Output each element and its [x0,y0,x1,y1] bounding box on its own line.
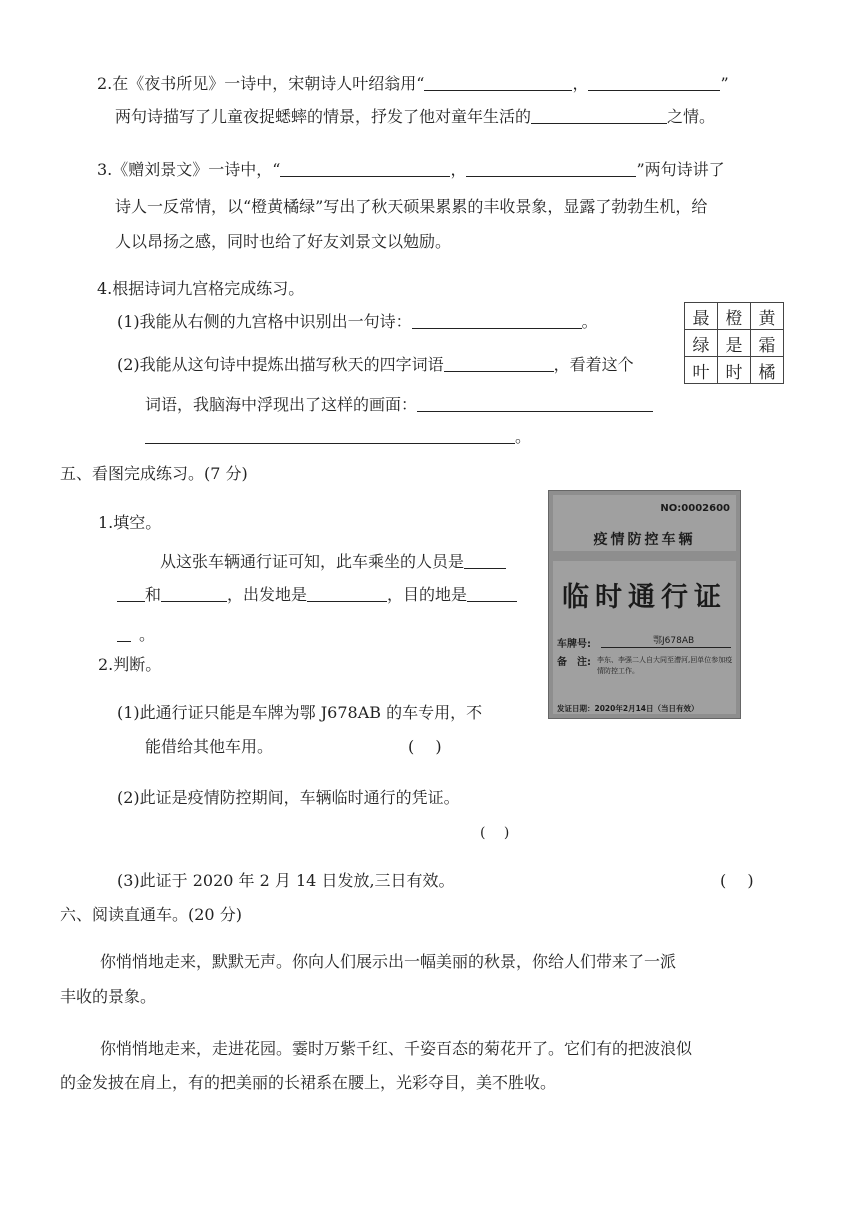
grid-cell: 绿 [685,330,718,357]
answer-blank[interactable] [444,355,554,372]
grid-cell: 时 [718,357,751,384]
s5-q1-title: 1.填空。 [98,513,162,532]
answer-paren[interactable]: ( ) [408,737,442,756]
pass-card [553,495,736,714]
answer-blank[interactable] [412,312,582,329]
s5-judge2: (2)此证是疫情防控期间，车辆临时通行的凭证。 [117,788,460,807]
pass-plate-label: 车牌号: [557,639,591,650]
poem-grid [684,302,784,384]
s5-judge1-line2: 能借给其他车用。 [145,737,274,756]
pass-plate-underline [601,647,731,648]
q3-text: ”两句诗讲了 [636,160,725,179]
section5-heading: 五、看图完成练习。(7 分) [60,464,248,483]
s5-judge1-line1: (1)此通行证只能是车牌为鄂 J678AB 的车专用，不 [117,703,483,722]
pass-shading [553,551,736,561]
answer-blank[interactable] [466,160,636,177]
s5-q2-title: 2.判断。 [98,655,162,674]
grid-cell: 橙 [718,303,751,330]
answer-blank[interactable] [117,625,131,642]
s5-text: 和 [145,585,162,604]
pass-number: NO:0002600 [660,503,730,514]
vehicle-pass-photo [548,490,741,719]
pass-note-label: 备 注: [557,657,591,668]
s5-q1-line1 [160,551,506,573]
s6-p2-line1: 你悄悄地走来，走进花园。霎时万紫千红、千姿百态的菊花开了。它们有的把波浪似 [100,1039,693,1058]
comma: ， [450,160,467,179]
comma: ， [572,74,589,93]
q4-text: (2)我能从这句诗中提炼出描写秋天的四字词语 [117,355,444,374]
q4-sub2 [117,354,634,376]
s5-q1-line3 [117,624,155,646]
s6-p1-line2: 丰收的景象。 [60,987,157,1006]
q4-title: 4.根据诗词九宫格完成练习。 [97,279,305,298]
answer-paren[interactable]: ( ) [480,825,510,841]
q4-sub2-line3 [145,426,531,448]
q3-text: 3.《赠刘景文》一诗中，“ [97,160,281,179]
s5-text: ，目的地是 [387,585,468,604]
answer-blank[interactable] [464,552,506,569]
q3-line3: 人以昂扬之感，同时也给了好友刘景文以勉励。 [115,232,452,251]
answer-blank[interactable] [280,160,450,177]
answer-blank[interactable] [307,585,387,602]
q2-text: 2.在《夜书所见》一诗中，宋朝诗人叶绍翁用“ [97,74,425,93]
period: 。 [139,625,156,644]
q3-line2: 诗人一反常情，以“橙黄橘绿”写出了秋天硕果累累的丰收景象，显露了勃勃生机，给 [115,197,708,216]
grid-cell: 是 [718,330,751,357]
grid-cell: 霜 [751,330,784,357]
q3-line1 [97,159,725,181]
q4-text: ，看着这个 [553,355,634,374]
answer-blank[interactable] [531,107,667,124]
answer-blank[interactable] [467,585,517,602]
pass-note: 李东、李强二人自大同至漕河,回单位参加疫情防控工作。 [597,656,733,675]
q4-text: 词语，我脑海中浮现出了这样的画面： [145,395,418,414]
pass-title-small: 疫情防控车辆 [593,532,696,548]
answer-paren[interactable]: ( ) [720,871,754,890]
pass-title-big: 临时通行证 [562,582,727,613]
grid-cell: 叶 [685,357,718,384]
period: 。 [581,312,598,331]
section6-heading: 六、阅读直通车。(20 分) [60,905,242,924]
pass-date: 发证日期：2020年2月14日（当日有效） [557,704,699,713]
close-quote: ” [720,74,729,93]
s6-p1-line1: 你悄悄地走来，默默无声。你向人们展示出一幅美丽的秋景，你给人们带来了一派 [100,952,677,971]
s6-p2-line2: 的金发披在肩上，有的把美丽的长裙系在腰上，光彩夺目，美不胜收。 [60,1073,557,1092]
s5-q1-line2 [117,584,517,606]
q2-line1 [97,73,729,95]
answer-blank[interactable] [424,74,572,91]
grid-cell: 橘 [751,357,784,384]
q4-sub1 [117,311,598,333]
q2-line2 [115,106,715,128]
q4-sub2-line2 [145,394,653,416]
answer-blank[interactable] [417,395,653,412]
period: 。 [515,427,532,446]
q2-text: 之情。 [667,107,716,126]
s5-text: ，出发地是 [227,585,308,604]
s5-judge3: (3)此证于 2020 年 2 月 14 日发放,三日有效。 [117,871,455,890]
pass-plate-value: 鄂J678AB [653,636,695,646]
grid-cell: 最 [685,303,718,330]
answer-blank[interactable] [145,427,515,444]
s5-text: 从这张车辆通行证可知，此车乘坐的人员是 [160,552,465,571]
q4-text: (1)我能从右侧的九宫格中识别出一句诗： [117,312,412,331]
answer-blank[interactable] [117,585,145,602]
answer-blank[interactable] [588,74,720,91]
grid-cell: 黄 [751,303,784,330]
answer-blank[interactable] [161,585,227,602]
q2-text: 两句诗描写了儿童夜捉蟋蟀的情景，抒发了他对童年生活的 [115,107,532,126]
